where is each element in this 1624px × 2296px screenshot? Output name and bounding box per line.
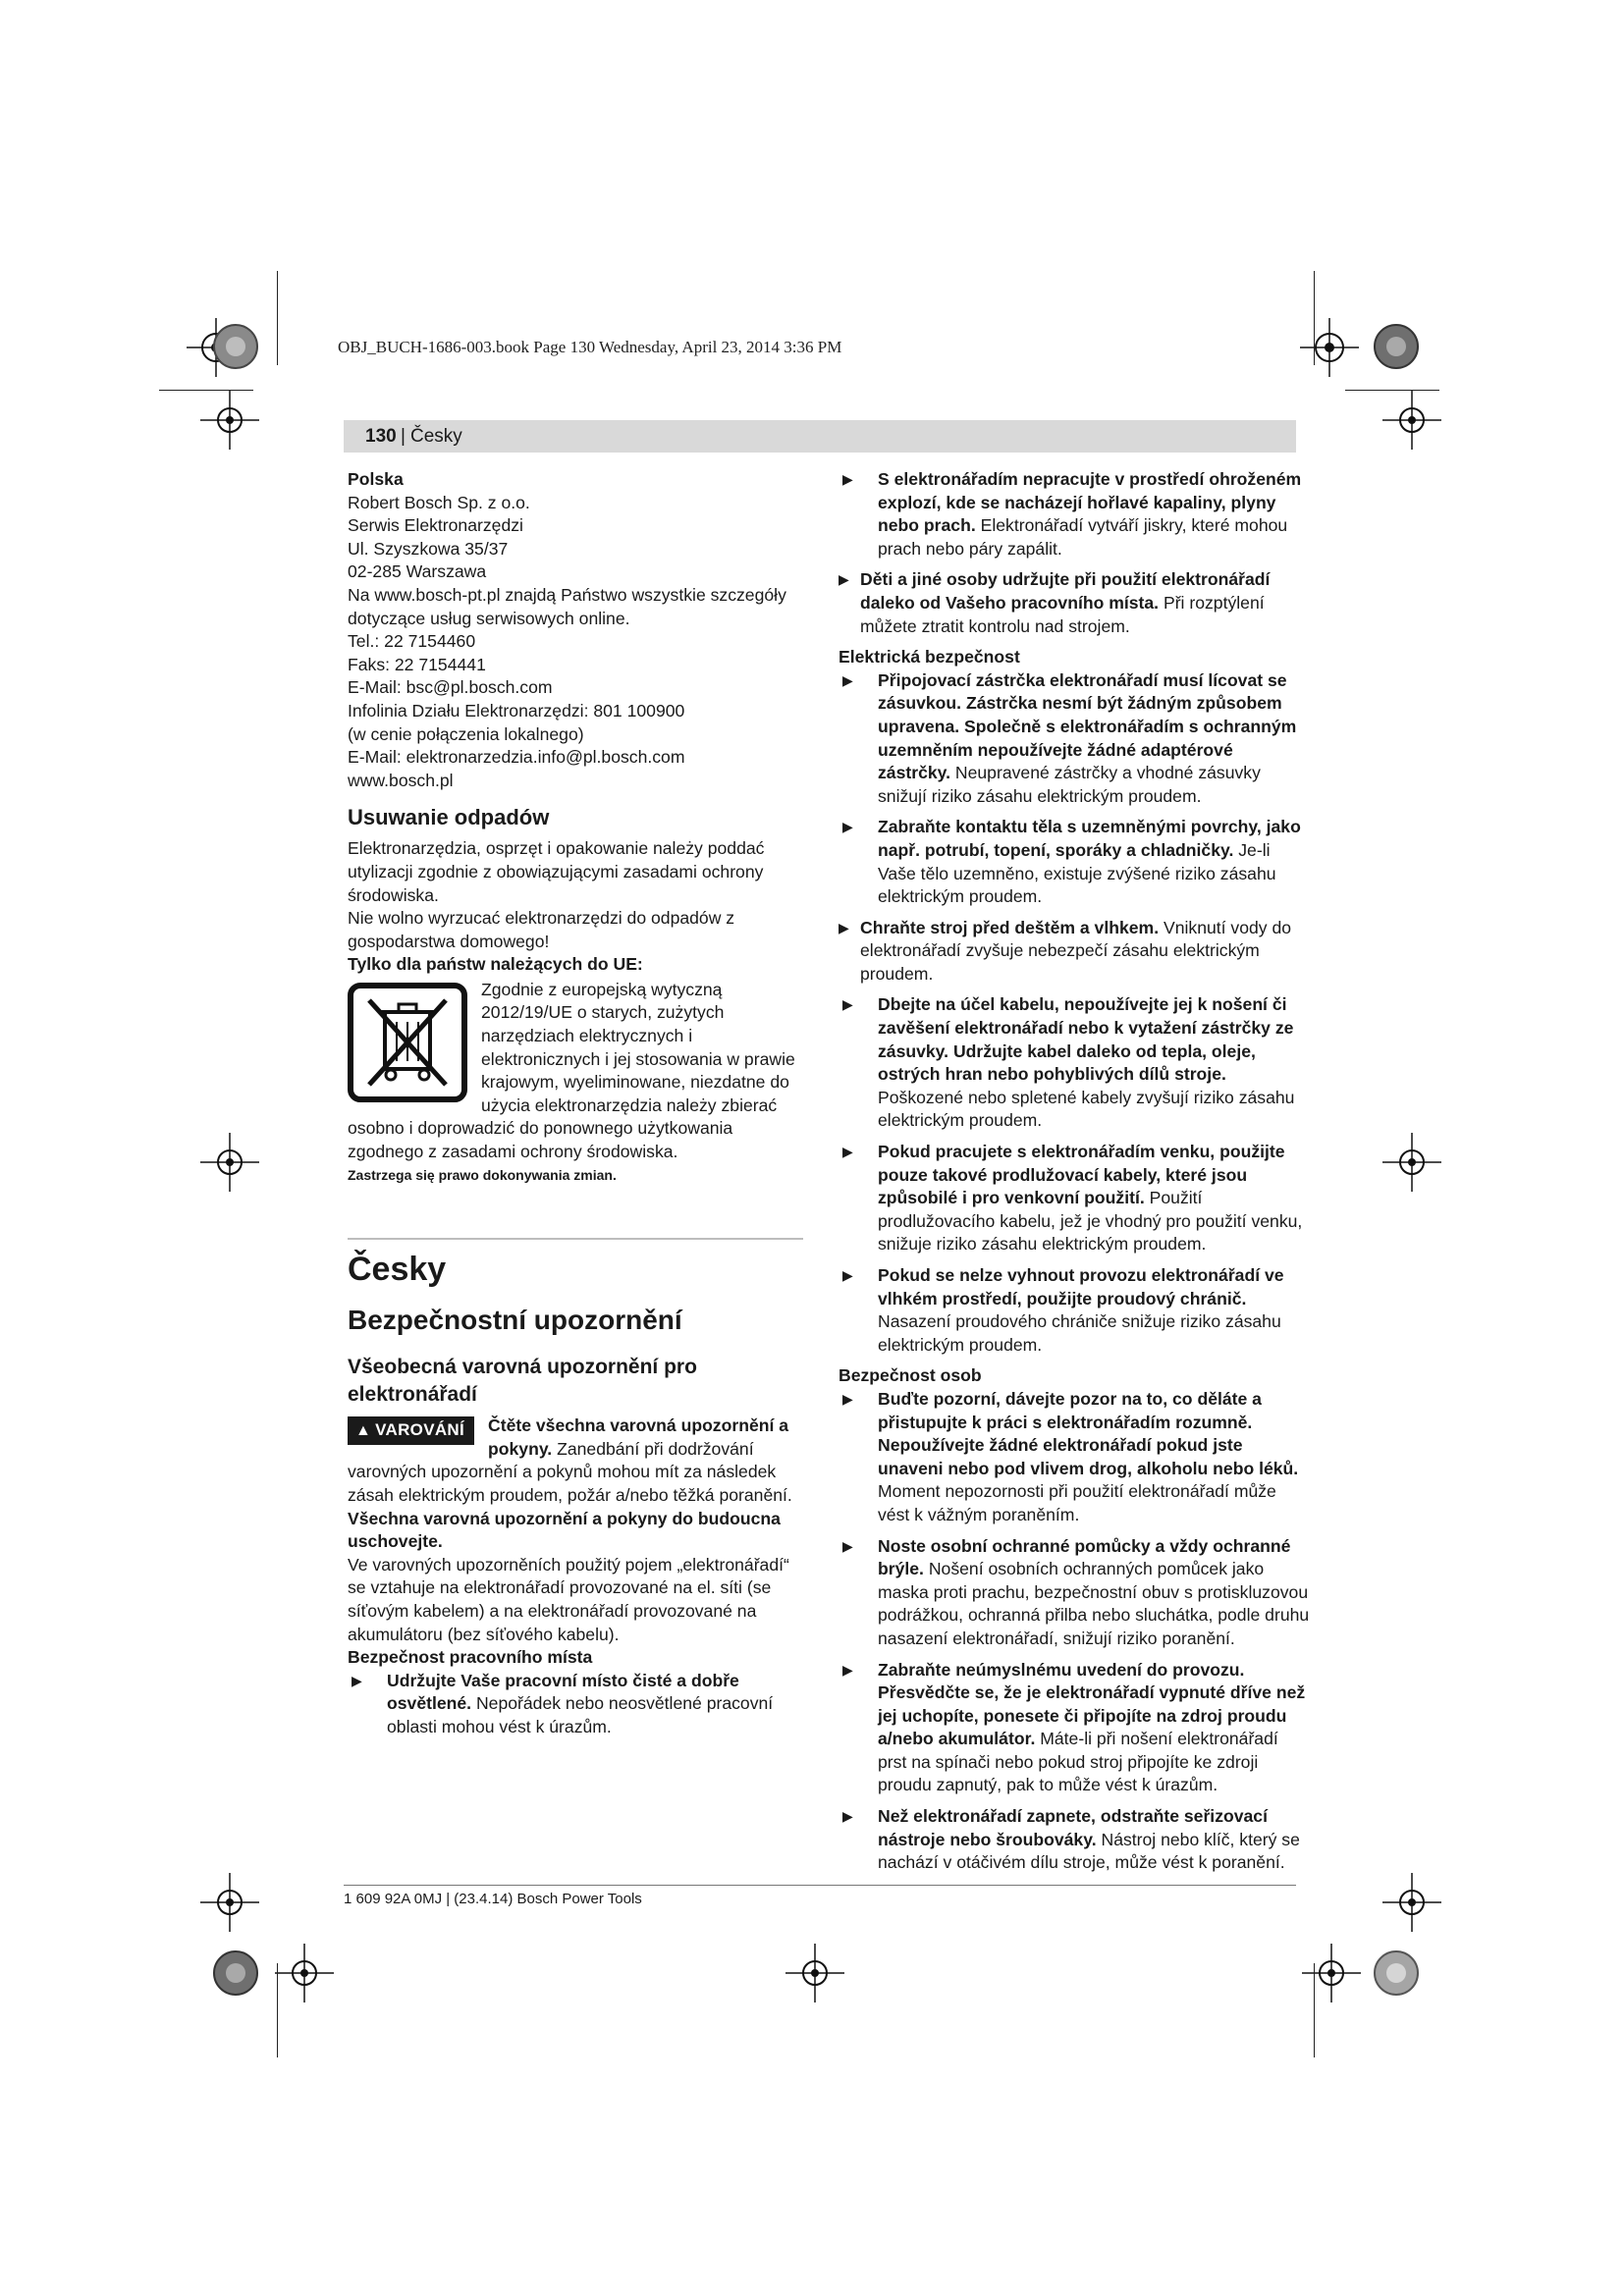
crop-line — [1345, 390, 1439, 391]
list-item-bold: Zabraňte kontaktu těla s uzemněnými povrchy, jako např. potrubí, topení, sporáky a chladničky. — [878, 817, 1301, 860]
registration-mark-icon — [1382, 1133, 1441, 1192]
list-item-text: Nástroj nebo klíč, který se nachází v otáčivém dílu stroje, může vést k poranění. — [878, 1829, 1300, 1873]
registration-mark-icon — [200, 1873, 259, 1932]
book-imprint: OBJ_BUCH-1686-003.book Page 130 Wednesday, April 23, 2014 3:36 PM — [338, 338, 842, 356]
address-line: Infolinia Działu Elektronarzędzi: 801 100900 — [348, 700, 685, 721]
list-item — [839, 1141, 1310, 1256]
crop-line — [159, 390, 253, 391]
crossed-out-bin-icon — [348, 983, 467, 1102]
registration-mark-icon — [275, 1944, 334, 2002]
list-item-text: Při rozptýlení můžete ztratit kontrolu nad strojem. — [860, 592, 1265, 636]
list-item-bold: Než elektronářadí zapnete, odstraňte seřizovací nástroje nebo šroubováky. — [878, 1806, 1268, 1849]
disposal-heading: Usuwanie odpadów — [348, 805, 550, 830]
registration-mark-icon — [785, 1944, 844, 2002]
eu-heading: Tylko dla państw należących do UE: — [348, 954, 643, 975]
color-target-icon — [1372, 1949, 1421, 1998]
list-item-text: Máte-li při nošení elektronářadí prst na spínači nebo pokud stroj připojíte ke zdroji proudu zapnutý, pak to může vést k úrazům. — [878, 1729, 1278, 1795]
disposal-paragraph: Nie wolno wyrzucać elektronarzędzi do odpadów z gospodarstwa domowego! — [348, 908, 735, 951]
registration-mark-icon — [1382, 391, 1441, 450]
header-language: Česky — [410, 426, 462, 447]
triangle-right-icon: ▶ — [839, 919, 849, 935]
list-item-text: Použití prodlužovacího kabelu, jež je vhodný pro použití venku, snižuje riziko zásahu elektrickým proudem. — [878, 1188, 1303, 1255]
warning-badge-label: VAROVÁNÍ — [375, 1420, 465, 1440]
list-item-bold: Připojovací zástrčka elektronářadí musí lícovat se zásuvkou. Zástrčka nesmí být žádným způsobem upravena. Společně s elektronářadím s ochranným uzemněním nepoužívejte žádné adaptérové zástrčky. — [878, 669, 1297, 783]
disposal-paragraph: Elektronarzędzia, osprzęt i opakowanie należy poddać utylizacji zgodnie z obowiązującymi zasadami ochrony środowiska. — [348, 838, 765, 905]
triangle-right-icon: ▶ — [842, 1390, 853, 1407]
left-column — [348, 468, 803, 1747]
personal-safety-heading: Bezpečnost osob — [839, 1365, 982, 1386]
chapter-title: Bezpečnostní upozornění — [348, 1305, 682, 1336]
list-item — [839, 816, 1310, 908]
crop-line — [1314, 271, 1315, 365]
list-item-bold: Chraňte stroj před deštěm a vlhkem. — [860, 917, 1160, 937]
keep-instructions-heading: Všechna varovná upozornění a pokyny do budoucna uschovejte. — [348, 1508, 781, 1552]
address-line: Ul. Szyszkowa 35/37 — [348, 538, 509, 559]
address-line: E-Mail: bsc@pl.bosch.com — [348, 677, 553, 698]
electrical-heading: Elektrická bezpečnost — [839, 647, 1020, 667]
crop-line — [277, 271, 278, 365]
list-item-bold: Pokud se nelze vyhnout provozu elektronářadí ve vlhkém prostředí, použijte proudový chránič. — [878, 1265, 1284, 1308]
warning-text: Zanedbání při dodržování varovných upozornění a pokynů mohou mít za následek zásah elektrickým proudem, požár a/nebo těžká poranění. — [348, 1438, 792, 1505]
crop-line — [277, 1963, 278, 2057]
warning-bold-text: Čtěte všechna varovná upozornění a pokyny. — [488, 1415, 789, 1459]
crop-line — [1314, 1963, 1315, 2057]
changes-note: Zastrzega się prawo dokonywania zmian. — [348, 1166, 617, 1183]
list-item-text: Poškozené nebo spletené kabely zvyšují riziko zásahu elektrickým proudem. — [878, 1087, 1295, 1131]
header-separator: | — [401, 426, 406, 447]
footer-rule — [344, 1885, 1296, 1886]
polska-address — [348, 492, 803, 793]
address-line: E-Mail: elektronarzedzia.info@pl.bosch.com — [348, 747, 685, 768]
registration-mark-icon — [1382, 1873, 1441, 1932]
language-title: Česky — [348, 1251, 447, 1289]
warning-badge — [348, 1416, 474, 1445]
list-item — [839, 917, 1310, 987]
triangle-right-icon: ▶ — [842, 471, 853, 487]
list-item — [839, 1264, 1310, 1357]
list-item-bold: Děti a jiné osoby udržujte při použití elektronářadí daleko od Vašeho pracovního místa. — [860, 569, 1271, 613]
triangle-right-icon: ▶ — [839, 571, 849, 588]
list-item-text: Elektronářadí vytváří jiskry, které mohou prach nebo páry zapálit. — [878, 515, 1288, 559]
running-header — [344, 420, 1296, 453]
address-line: Serwis Elektronarzędzi — [348, 515, 523, 536]
triangle-right-icon: ▶ — [842, 1144, 853, 1160]
color-target-icon — [211, 1949, 260, 1998]
triangle-right-icon: ▶ — [842, 1537, 853, 1554]
triangle-right-icon: ▶ — [352, 1672, 362, 1688]
list-item — [839, 669, 1310, 809]
address-line: Na www.bosch-pt.pl znajdą Państwo wszystkie szczegóły — [348, 584, 786, 605]
list-item-bold: Noste osobní ochranné pomůcky a vždy ochranné brýle. — [878, 1535, 1291, 1579]
warning-block — [348, 1415, 803, 1507]
workplace-heading: Bezpečnost pracovního místa — [348, 1647, 593, 1668]
address-line: www.bosch.pl — [348, 770, 454, 790]
address-line: (w cenie połączenia lokalnego) — [348, 723, 584, 744]
weee-block — [348, 979, 803, 1164]
address-line: dotyczące usług serwisowych online. — [348, 608, 630, 628]
list-item-bold: Dbejte na účel kabelu, nepoužívejte jej k nošení či zavěšení elektronářadí nebo k vytažení zástrčky ze zásuvky. Udržujte kabel daleko od tepla, oleje, ostrých hran nebo pohyblivých dílů stroje. — [878, 994, 1294, 1085]
list-item-text: Moment nepozornosti při použití elektronářadí může vést k vážným poraněním. — [878, 1481, 1276, 1524]
address-line: Robert Bosch Sp. z o.o. — [348, 492, 530, 512]
address-line: Faks: 22 7154441 — [348, 654, 486, 674]
section-rule — [348, 1238, 803, 1240]
color-target-icon — [1372, 322, 1421, 371]
list-item-bold: Buďte pozorní, dávejte pozor na to, co děláte a přistupujte k práci s elektronářadím rozumně. Nepoužívejte žádné elektronářadí pokud jste unaveni nebo pod vlivem drog, alkoholu nebo léků. — [878, 1388, 1299, 1478]
registration-mark-icon — [1300, 318, 1359, 377]
list-item — [839, 468, 1310, 561]
definition-paragraph: Ve varovných upozorněních použitý pojem „elektronářadí“ se vztahuje na elektronářadí provozované na el. síti (se síťovým kabelem) a na elektronářadí provozované na akumulátoru (bez síťového kabelu). — [348, 1554, 789, 1644]
warning-triangle-icon: ▲ — [355, 1422, 372, 1440]
list-item-text: Nepořádek nebo neosvětlené pracovní oblasti mohou vést k úrazům. — [387, 1693, 774, 1736]
list-item — [839, 993, 1310, 1133]
registration-mark-icon — [200, 1133, 259, 1192]
polska-heading: Polska — [348, 469, 404, 489]
weee-text: Zgodnie z europejską wytyczną 2012/19/UE o starych, zużytych narzędziach elektrycznych i elektronicznych i jej stosowania w prawie krajowym, wyeliminowane, niezdatne do użycia elektronarzędzia należy zbierać osobno i doprowadzić do ponownego użytkowania zgodnego z zasadami ochrony środowiska. — [348, 979, 795, 1162]
list-item-text: Neupravené zástrčky a vhodné zásuvky snižují riziko zásahu elektrickým proudem. — [878, 763, 1261, 806]
registration-mark-icon — [200, 391, 259, 450]
triangle-right-icon: ▶ — [842, 1808, 853, 1825]
list-item — [348, 1670, 803, 1739]
triangle-right-icon: ▶ — [842, 1267, 853, 1283]
page-footer: 1 609 92A 0MJ | (23.4.14) Bosch Power Tools — [344, 1891, 642, 1907]
list-item-text: Nasazení proudového chrániče snižuje riziko zásahu elektrickým proudem. — [878, 1311, 1281, 1355]
page-number: 130 — [365, 426, 397, 447]
list-item — [839, 568, 1310, 638]
list-item-text: Vniknutí vody do elektronářadí zvyšuje nebezpečí zásahu elektrickým proudem. — [860, 917, 1292, 984]
list-item-bold: S elektronářadím nepracujte v prostředí ohroženém explozí, kde se nacházejí hořlavé kapaliny, plyny nebo prach. — [878, 469, 1302, 536]
color-target-icon — [211, 322, 260, 371]
list-item-bold: Udržujte Vaše pracovní místo čisté a dobře osvětlené. — [387, 1670, 739, 1714]
registration-mark-icon — [1302, 1944, 1361, 2002]
address-line: Tel.: 22 7154460 — [348, 631, 476, 652]
triangle-right-icon: ▶ — [842, 819, 853, 835]
list-item-text: Je-li Vaše tělo uzemněno, existuje zvýšené riziko zásahu elektrickým proudem. — [878, 839, 1276, 907]
triangle-right-icon: ▶ — [842, 1661, 853, 1678]
list-item-bold: Pokud pracujete s elektronářadím venku, použijte pouze takové prodlužovací kabely, které jsou způsobilé i pro venkovní použití. — [878, 1142, 1285, 1208]
right-column — [839, 468, 1310, 1883]
list-item-text: Nošení osobních ochranných pomůcek jako maska proti prachu, bezpečnostní obuv s protiskluzovou podrážkou, ochranná přilba nebo sluchátka, podle druhu nasazení elektronářadí, snižují riziko poranění. — [878, 1559, 1310, 1648]
list-item — [839, 1388, 1310, 1527]
list-item-bold: Zabraňte neúmyslnému uvedení do provozu. Přesvědčte se, že je elektronářadí vypnuté dříve než jej uchopíte, ponesete či připojíte na zdroj proudu a/nebo akumulátor. — [878, 1659, 1306, 1749]
list-item — [839, 1659, 1310, 1798]
general-warnings-title: Všeobecná varovná upozornění pro elektronářadí — [348, 1356, 697, 1407]
list-item — [839, 1535, 1310, 1651]
triangle-right-icon: ▶ — [842, 996, 853, 1013]
address-line: 02-285 Warszawa — [348, 561, 487, 582]
triangle-right-icon: ▶ — [842, 671, 853, 688]
list-item — [839, 1805, 1310, 1875]
